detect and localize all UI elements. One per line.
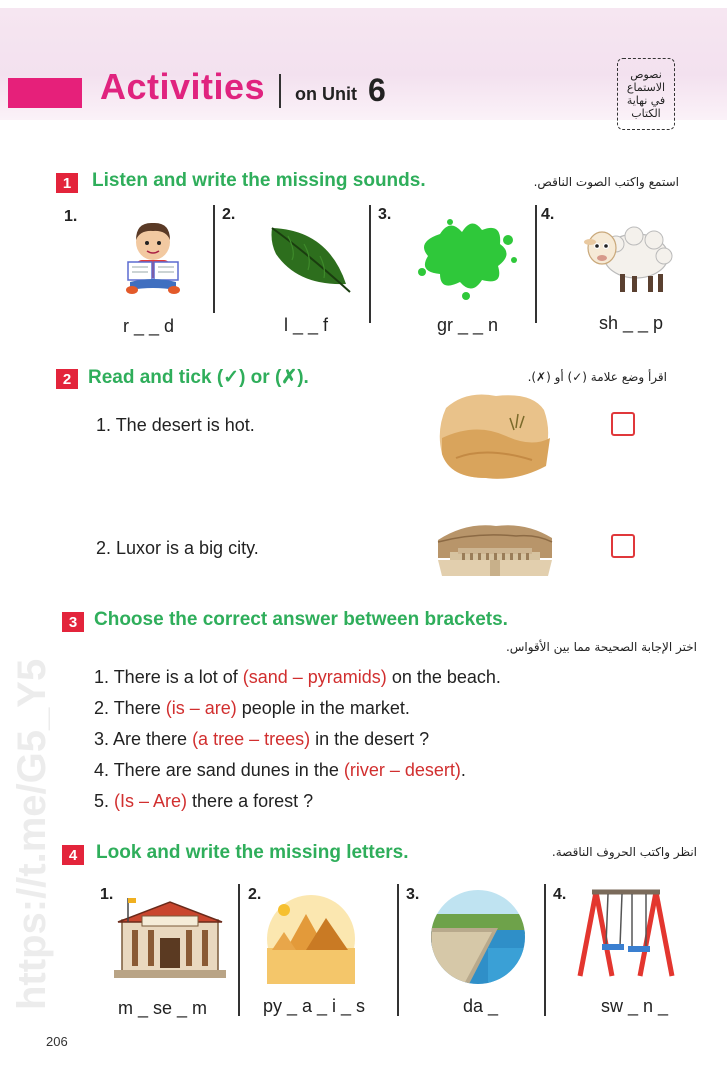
- section-2-number: 2: [56, 369, 78, 389]
- s3-sentence-2-pre: 2. There: [94, 698, 166, 718]
- s3-sentence-1-post: on the beach.: [386, 667, 501, 687]
- s1-item-1-number: 1.: [64, 208, 78, 225]
- s1-word-1: r _ _ d: [123, 316, 175, 336]
- leaf-icon: [268, 224, 354, 294]
- s3-choice-3: (a tree – trees): [192, 729, 311, 749]
- s3-sentence-3: [94, 729, 429, 750]
- s1-item-3-number: 3.: [378, 206, 392, 223]
- page-subtitle: on Unit: [295, 84, 357, 104]
- s3-choice-1: (sand – pyramids): [242, 667, 387, 687]
- s3-sentence-3-post: in the desert ?: [310, 729, 430, 749]
- section-2-arabic: اقرأ وضع علامة (✓) أو (✗).: [527, 370, 667, 384]
- s3-sentence-1: [94, 667, 501, 688]
- s4-divider: [238, 884, 240, 1016]
- s3-choice-2: (is – are): [165, 698, 237, 718]
- tick-box-2[interactable]: [611, 534, 635, 558]
- s1-word-4: sh _ _ p: [599, 313, 664, 333]
- section-1-title: Listen and write the missing sounds.: [92, 170, 426, 191]
- s3-sentence-5-post: there a forest ?: [187, 791, 314, 811]
- museum-icon: [114, 894, 226, 980]
- s1-item-4-number: 4.: [541, 206, 555, 223]
- s3-sentence-4-pre: 4. There are sand dunes in the: [94, 760, 344, 780]
- s3-sentence-4-post: .: [460, 760, 466, 780]
- title-divider: [279, 74, 281, 108]
- s3-sentence-1-pre: 1. There is a lot of: [94, 667, 243, 687]
- desert-icon: [436, 388, 554, 484]
- s3-sentence-5-pre: 5.: [94, 791, 115, 811]
- listening-scripts-note: [617, 58, 675, 130]
- s3-sentence-5: [94, 791, 313, 812]
- s4-item-3-number: 3.: [406, 886, 420, 903]
- section-3-arabic: اختر الإجابة الصحيحة مما بين الأقواس.: [505, 640, 697, 654]
- watermark-text: https://t.me/G5_Y5: [10, 658, 54, 1010]
- s4-item-1-number: 1.: [100, 886, 114, 903]
- boy-reading-icon: [122, 218, 184, 296]
- section-3-number: 3: [62, 612, 84, 632]
- header-accent-bar: [8, 78, 82, 108]
- s1-divider: [213, 205, 215, 313]
- luxor-temple-icon: [436, 518, 554, 580]
- tick-box-1[interactable]: [611, 412, 635, 436]
- s4-item-2-number: 2.: [248, 886, 262, 903]
- s4-word-3: da _: [463, 996, 499, 1016]
- s4-item-4-number: 4.: [553, 886, 567, 903]
- s1-item-2-number: 2.: [222, 206, 236, 223]
- s1-word-2: l _ _ f: [284, 315, 329, 335]
- page-number: 206: [46, 1034, 68, 1049]
- s4-word-4: sw _ n _: [601, 996, 669, 1016]
- section-3-title: Choose the correct answer between brackets.: [94, 609, 508, 630]
- s1-divider: [369, 205, 371, 323]
- section-4-arabic: انظر واكتب الحروف الناقصة.: [551, 845, 697, 859]
- section-1-arabic: استمع واكتب الصوت الناقص.: [533, 175, 679, 189]
- s3-sentence-3-pre: 3. Are there: [94, 729, 193, 749]
- section-2-title: Read and tick (✓) or (✗).: [88, 367, 309, 388]
- s2-sentence-2: 2. Luxor is a big city.: [96, 538, 259, 558]
- page-title: Activities: [100, 66, 266, 107]
- s3-choice-4: (river – desert): [343, 760, 461, 780]
- s3-sentence-2-post: people in the market.: [236, 698, 410, 718]
- s1-word-3: gr _ _ n: [437, 315, 499, 335]
- s2-sentence-1: 1. The desert is hot.: [96, 415, 255, 435]
- listening-note-text: نصوص الاستماع في نهاية الكتاب: [626, 68, 666, 120]
- section-1-number: 1: [56, 173, 78, 193]
- s3-sentence-4: [94, 760, 466, 781]
- sheep-icon: [584, 220, 674, 296]
- green-paint-splash-icon: [410, 214, 522, 302]
- s4-divider: [544, 884, 546, 1016]
- s4-word-1: m _ se _ m: [118, 998, 208, 1018]
- section-4-title: Look and write the missing letters.: [96, 842, 409, 863]
- unit-number: 6: [368, 72, 386, 108]
- dam-icon: [428, 888, 528, 986]
- s3-sentence-2: [94, 698, 410, 719]
- section-4-number: 4: [62, 845, 84, 865]
- pyramids-icon: [262, 892, 360, 986]
- s4-word-2: py _ a _ i _ s: [263, 996, 366, 1016]
- swing-icon: [576, 886, 676, 980]
- s4-divider: [397, 884, 399, 1016]
- s1-divider: [535, 205, 537, 323]
- s3-choice-5: (Is – Are): [114, 791, 188, 811]
